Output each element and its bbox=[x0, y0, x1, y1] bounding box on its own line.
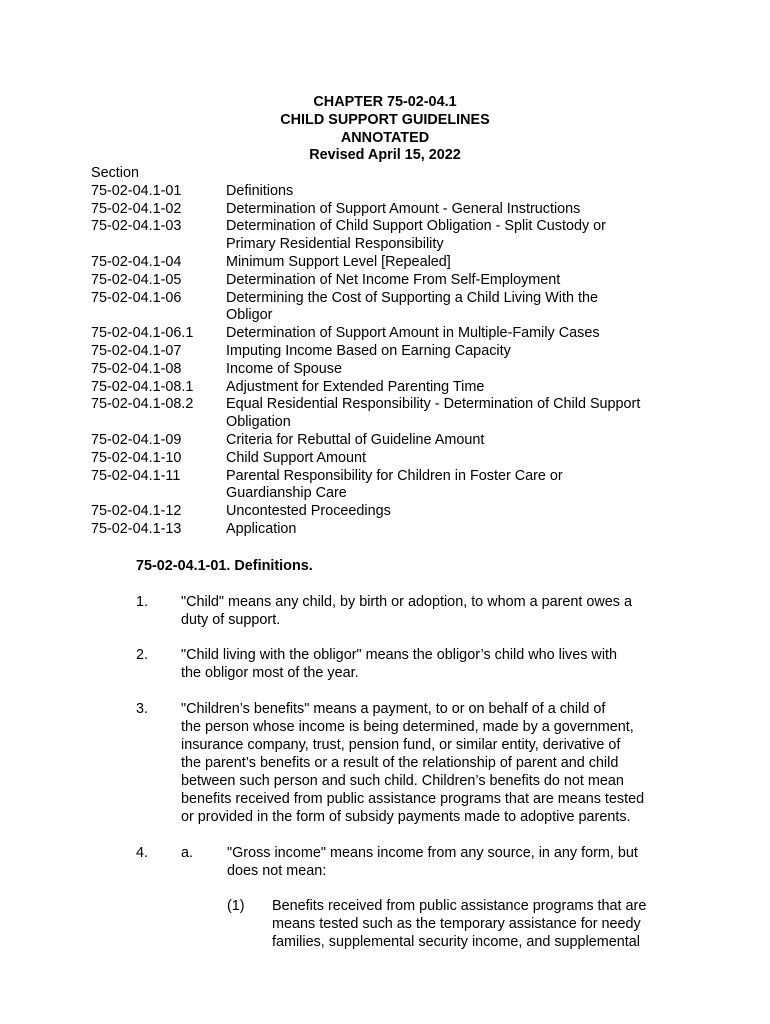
text-line: the parent’s benefits or a result of the relationship of parent and child bbox=[181, 755, 619, 771]
definition-number: 1. bbox=[136, 594, 149, 610]
definition-text bbox=[181, 700, 676, 826]
toc-title-line: Determination of Net Income From Self-Employment bbox=[226, 271, 561, 288]
toc-title-line: Adjustment for Extended Parenting Time bbox=[226, 378, 485, 395]
table-of-contents bbox=[91, 165, 691, 539]
toc-section-title bbox=[226, 450, 691, 468]
toc-section-number: 75-02-04.1-06 bbox=[91, 289, 182, 306]
definition-4 bbox=[136, 844, 176, 862]
text-line: between such person and such child. Children’s benefits do not mean bbox=[181, 773, 624, 789]
toc-title-line: Obligation bbox=[226, 414, 291, 431]
toc-title-line: Definitions bbox=[226, 182, 294, 199]
toc-row bbox=[91, 325, 691, 343]
toc-section-title bbox=[226, 503, 691, 521]
definition-number: 4. bbox=[136, 845, 149, 861]
toc-title-line: Minimum Support Level [Repealed] bbox=[226, 253, 451, 270]
toc-row bbox=[91, 468, 691, 504]
toc-section-number: 75-02-04.1-10 bbox=[91, 449, 182, 466]
toc-section-title bbox=[226, 432, 691, 450]
toc-row bbox=[91, 396, 691, 432]
toc-row bbox=[91, 361, 691, 379]
toc-title-line: Obligor bbox=[226, 307, 273, 324]
toc-section-title bbox=[226, 361, 691, 379]
toc-section-number: 75-02-04.1-02 bbox=[91, 200, 182, 217]
toc-section-title bbox=[226, 343, 691, 361]
definition-number: 3. bbox=[136, 701, 149, 717]
toc-title-line: Parental Responsibility for Children in Foster Care or bbox=[226, 467, 563, 484]
toc-title-line: Determination of Support Amount - General Instructions bbox=[226, 200, 581, 217]
item-number: (1) bbox=[227, 898, 245, 914]
definition-2 bbox=[136, 646, 676, 682]
toc-row bbox=[91, 290, 691, 326]
toc-section-number: 75-02-04.1-05 bbox=[91, 271, 182, 288]
toc-row bbox=[91, 521, 691, 539]
toc-title-line: Application bbox=[226, 520, 297, 537]
toc-row bbox=[91, 432, 691, 450]
toc-row bbox=[91, 450, 691, 468]
toc-title-line: Determining the Cost of Supporting a Child Living With the bbox=[226, 289, 598, 306]
toc-section-title bbox=[226, 521, 691, 539]
toc-row bbox=[91, 343, 691, 361]
toc-section-title bbox=[226, 201, 691, 219]
text-line: benefits received from public assistance programs that are means tested bbox=[181, 791, 645, 807]
item-text bbox=[272, 897, 646, 951]
text-line: duty of support. bbox=[181, 612, 281, 628]
text-line: or provided in the form of subsidy payments made to adoptive parents. bbox=[181, 809, 631, 825]
toc-section-title bbox=[226, 272, 691, 290]
revision-date: Revised April 15, 2022 bbox=[309, 147, 461, 164]
text-line: "Gross income" means income from any source, in any form, but bbox=[227, 845, 638, 861]
text-line: "Child" means any child, by birth or adoption, to whom a parent owes a bbox=[181, 594, 632, 610]
text-line: families, supplemental security income, and supplemental bbox=[272, 934, 640, 950]
toc-row bbox=[91, 503, 691, 521]
toc-row bbox=[91, 218, 691, 254]
definition-1 bbox=[136, 593, 676, 629]
definition-number: 2. bbox=[136, 647, 149, 663]
subsection-letter: a. bbox=[181, 845, 194, 861]
toc-section-title bbox=[226, 290, 691, 326]
toc-section-title bbox=[226, 218, 691, 254]
section-heading: 75-02-04.1-01. Definitions. bbox=[136, 558, 313, 574]
toc-section-title bbox=[226, 379, 691, 397]
toc-section-title bbox=[226, 396, 691, 432]
toc-title-line: Uncontested Proceedings bbox=[226, 503, 391, 520]
text-line: "Children’s benefits" means a payment, to or on behalf of a child of bbox=[181, 701, 606, 717]
text-line: means tested such as the temporary assistance for needy bbox=[272, 916, 641, 932]
toc-row bbox=[91, 379, 691, 397]
toc-section-number: 75-02-04.1-01 bbox=[91, 182, 182, 199]
chapter-header bbox=[0, 94, 770, 165]
subsection-text bbox=[227, 844, 638, 880]
toc-section-number: 75-02-04.1-08 bbox=[91, 360, 182, 377]
toc-title-line: Criteria for Rebuttal of Guideline Amount bbox=[226, 431, 485, 448]
definition-4a-1 bbox=[227, 897, 687, 951]
text-line: insurance company, trust, pension fund, or similar entity, derivative of bbox=[181, 737, 621, 753]
chapter-title: CHAPTER 75-02-04.1 bbox=[313, 94, 457, 110]
guidelines-title: CHILD SUPPORT GUIDELINES bbox=[280, 111, 490, 128]
toc-section-number: 75-02-04.1-11 bbox=[91, 467, 181, 484]
toc-title-line: Determination of Support Amount in Multiple-Family Cases bbox=[226, 325, 600, 342]
toc-title-line: Income of Spouse bbox=[226, 360, 342, 377]
toc-row bbox=[91, 272, 691, 290]
annotated-label: ANNOTATED bbox=[340, 129, 430, 146]
text-line: does not mean: bbox=[227, 863, 327, 879]
toc-section-number: 75-02-04.1-03 bbox=[91, 218, 182, 235]
toc-section-title bbox=[226, 325, 691, 343]
toc-section-number: 75-02-04.1-08.2 bbox=[91, 396, 194, 413]
text-line: the person whose income is being determined, made by a government, bbox=[181, 719, 634, 735]
toc-section-number: 75-02-04.1-13 bbox=[91, 520, 182, 537]
definition-3 bbox=[136, 700, 676, 826]
toc-title-line: Equal Residential Responsibility - Determination of Child Support bbox=[226, 396, 641, 413]
definition-text bbox=[181, 593, 676, 629]
toc-title-line: Determination of Child Support Obligation - Split Custody or bbox=[226, 218, 606, 235]
text-line: Benefits received from public assistance programs that are bbox=[272, 898, 647, 914]
toc-section-number: 75-02-04.1-08.1 bbox=[91, 378, 194, 395]
toc-section-number: 75-02-04.1-04 bbox=[91, 253, 182, 270]
toc-section-title bbox=[226, 468, 691, 504]
toc-section-number: 75-02-04.1-07 bbox=[91, 342, 182, 359]
toc-section-number: 75-02-04.1-09 bbox=[91, 431, 182, 448]
definition-4a bbox=[181, 844, 681, 880]
toc-title-line: Primary Residential Responsibility bbox=[226, 236, 444, 253]
toc-title-line: Child Support Amount bbox=[226, 449, 366, 466]
toc-section-number: 75-02-04.1-06.1 bbox=[91, 325, 194, 342]
text-line: "Child living with the obligor" means the obligor’s child who lives with bbox=[181, 647, 618, 663]
definition-text bbox=[181, 646, 676, 682]
toc-heading: Section bbox=[91, 165, 139, 181]
toc-section-number: 75-02-04.1-12 bbox=[91, 503, 182, 520]
toc-section-title bbox=[226, 254, 691, 272]
toc-section-title bbox=[226, 183, 691, 201]
toc-row bbox=[91, 183, 691, 201]
text-line: the obligor most of the year. bbox=[181, 665, 359, 681]
toc-title-line: Imputing Income Based on Earning Capacity bbox=[226, 342, 511, 359]
toc-row bbox=[91, 201, 691, 219]
toc-row bbox=[91, 254, 691, 272]
toc-title-line: Guardianship Care bbox=[226, 485, 347, 502]
